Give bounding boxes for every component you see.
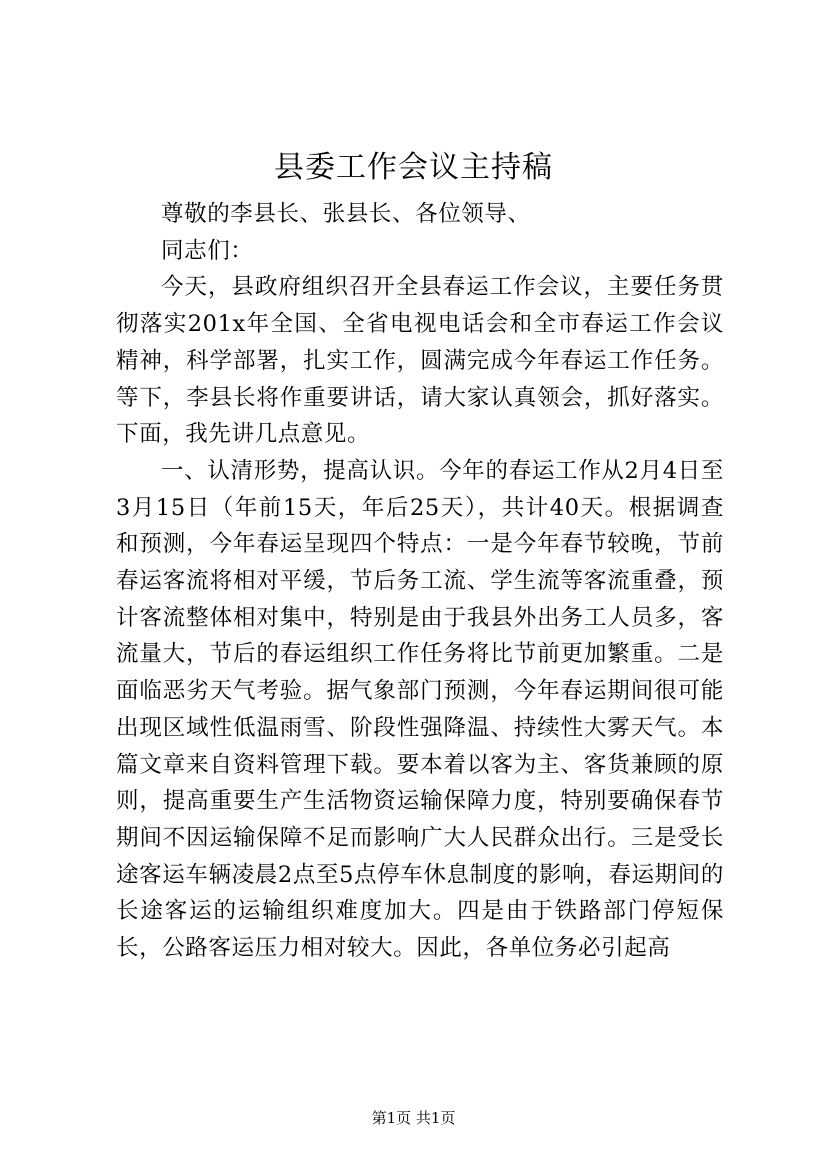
salutation-continued-paragraph: 同志们：	[161, 237, 254, 264]
document-body	[116, 196, 724, 967]
opening-paragraph: 今天，县政府组织召开全县春运工作会议，主要任务贯彻落实201x年全国、全省电视电话会和全市春运工作会议精神，科学部署，扎实工作，圆满完成今年春运工作任务。等下，李县长将作重要讲话，请大家认真领会，抓好落实。下面，我先讲几点意见。	[116, 274, 724, 448]
page-footer: 第1页 共1页	[371, 1109, 456, 1127]
document-title: 县委工作会议主持稿	[274, 150, 553, 185]
salutation-paragraph: 尊敬的李县长、张县长、各位领导、	[161, 201, 531, 227]
section-one-paragraph: 一、认清形势，提高认识。今年的春运工作从2月4日至3月15日（年前15天，年后25天），共计40天。根据调查和预测，今年春运呈现四个特点：一是今年春节较晚，节前春运客流将相对平缓，节后务工流、学生流等客流重叠，预计客流整体相对集中，特别是由于我县外出务工人员多，客流量大，节后的春运组织工作任务将比节前更加繁重。二是面临恶劣天气考验。据气象部门预测，今年春运期间很可能出现区域性低温雨雪、阶段性强降温、持续性大雾天气。本篇文章来自资料管理下载。要本着以客为主、客货兼顾的原则，提高重要生产生活物资运输保障力度，特别要确保春节期间不因运输保障不足而影响广大人民群众出行。三是受长途客运车辆凌晨2点至5点停车休息制度的影响，春运期间的长途客运的运输组织难度加大。四是由于铁路部门停短保长，公路客运压力相对较大。因此，各单位务必引起高	[116, 457, 724, 962]
